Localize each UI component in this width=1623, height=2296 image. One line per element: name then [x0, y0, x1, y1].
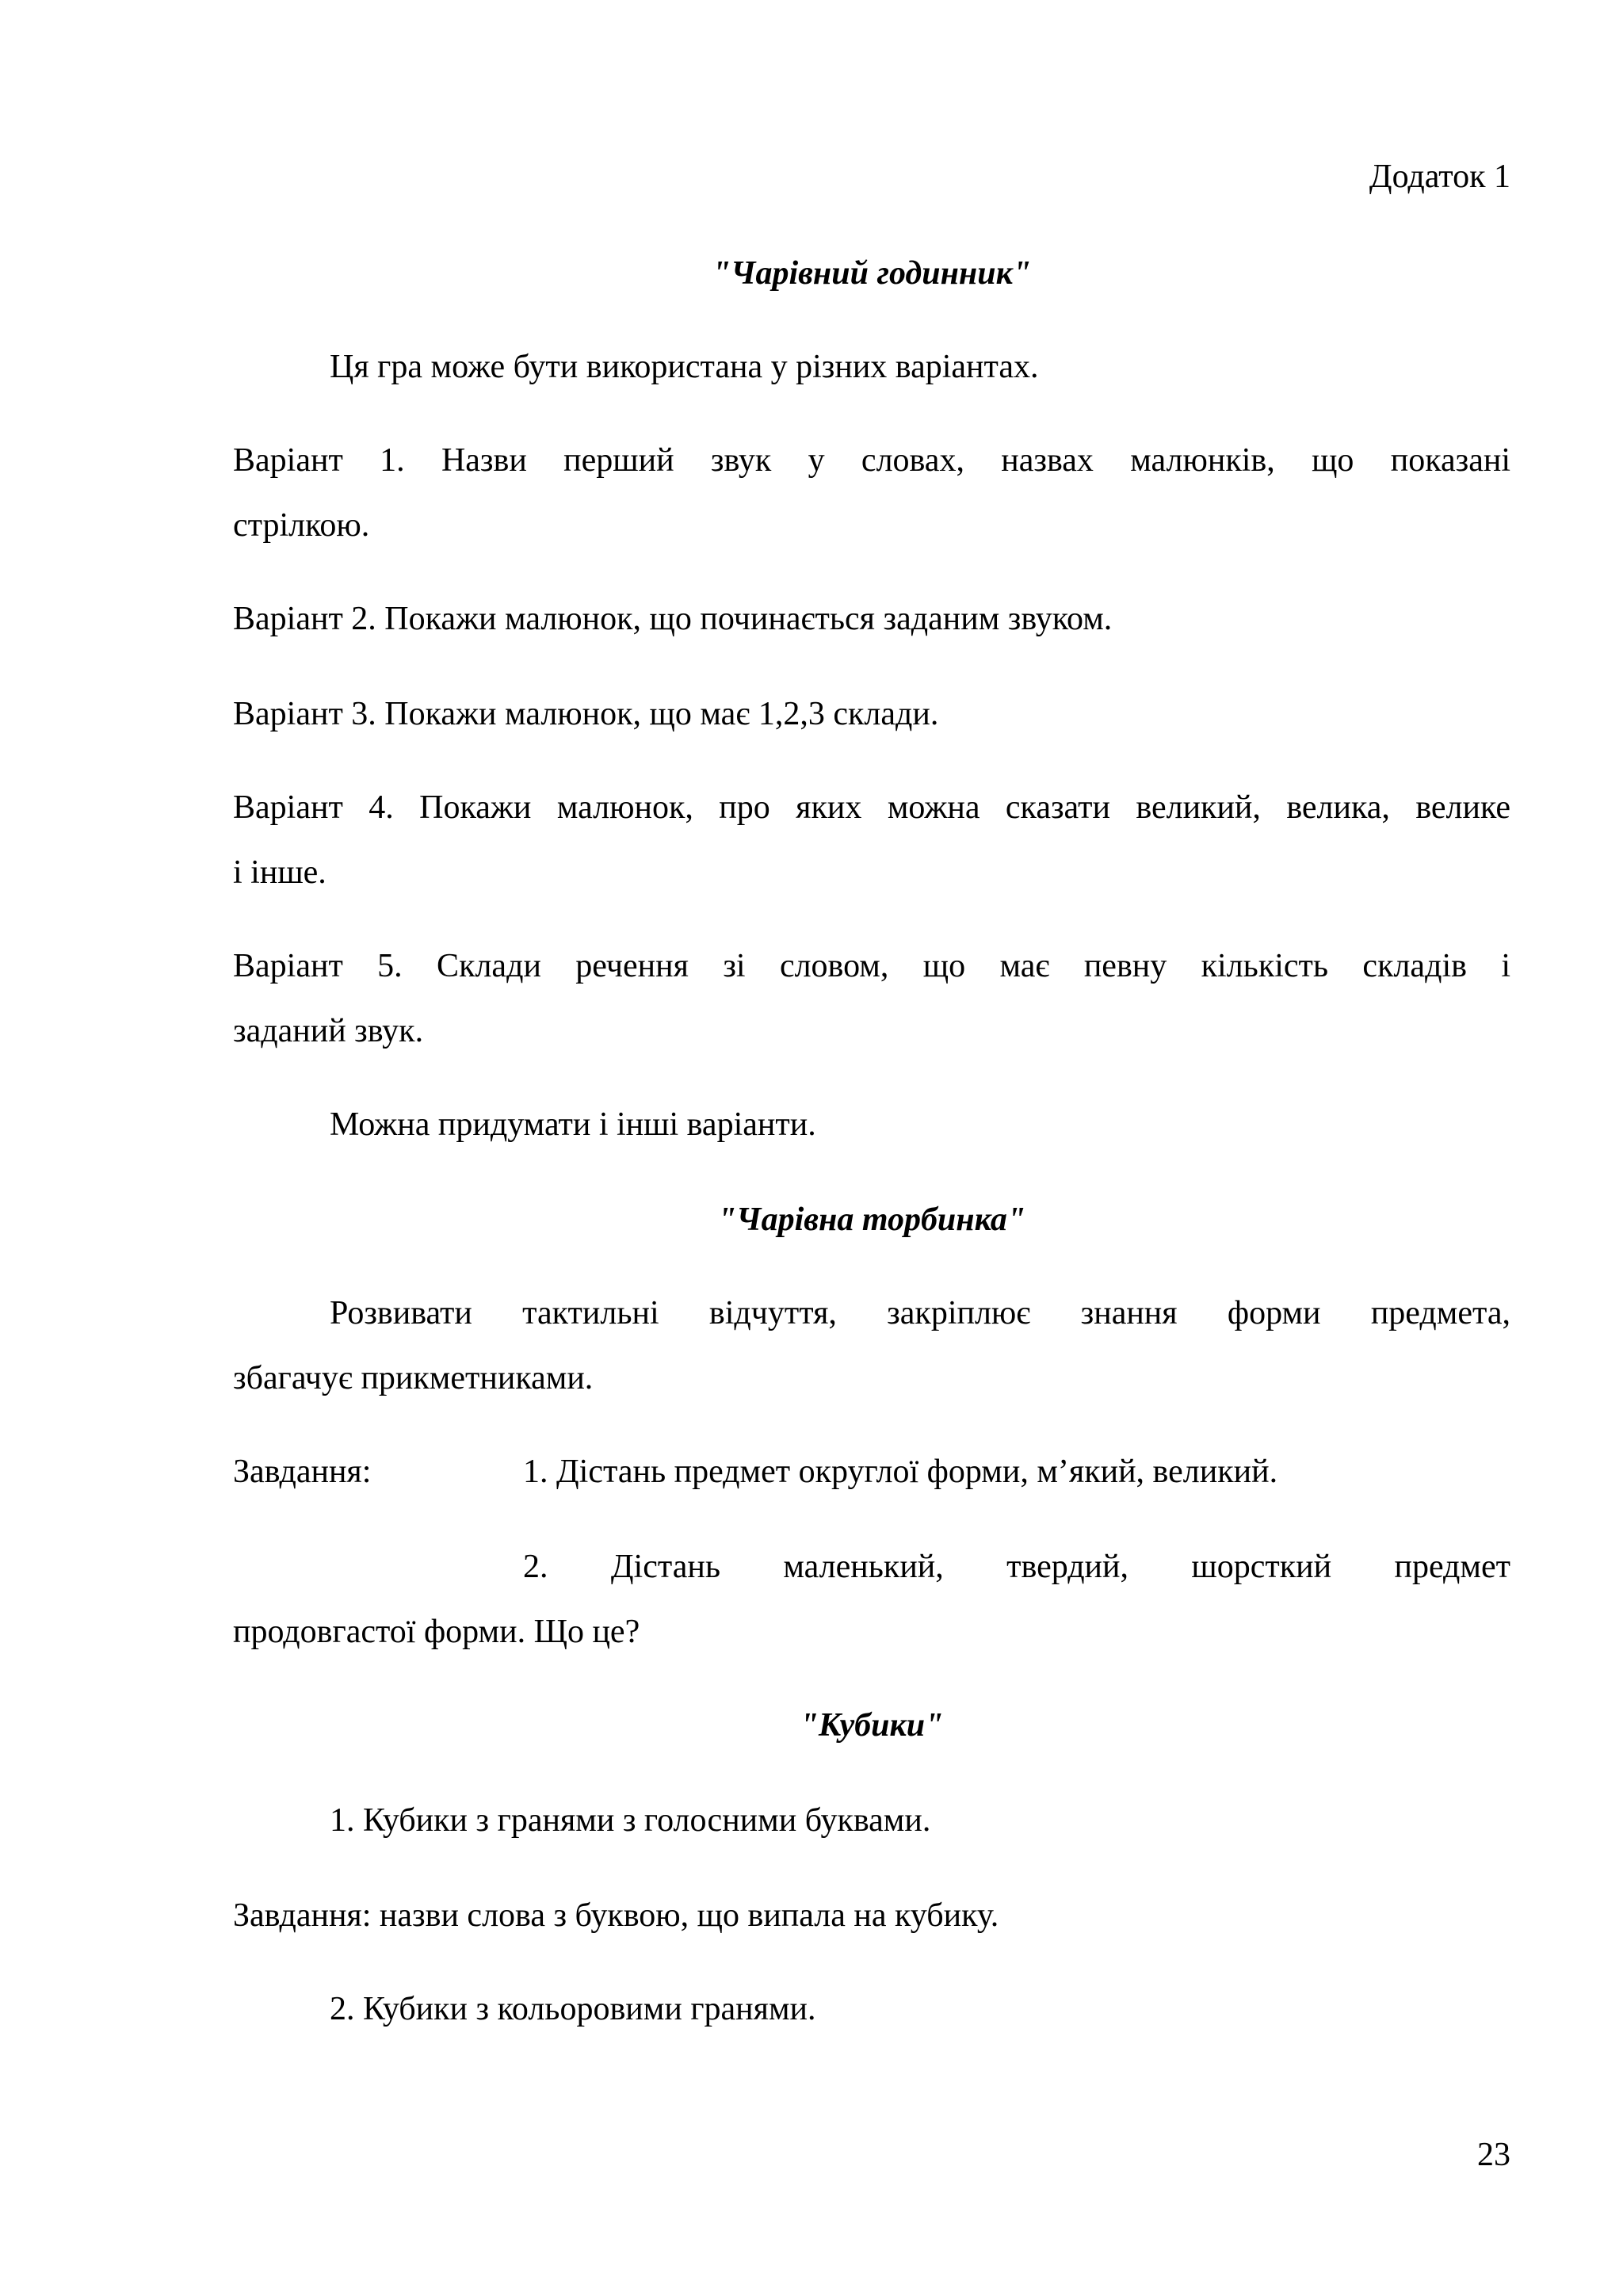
cubes-item-2: 2. Кубики з кольоровими гранями.	[330, 1991, 816, 2027]
variant-4-line-1: Варіант 4. Покажи малюнок, про яких можна сказати великий, велика, велике	[233, 789, 1510, 826]
task-item-2-line-1: 2. Дістань маленький, твердий, шорсткий предмет	[523, 1549, 1510, 1585]
magic-bag-intro-line-2: збагачує прикметниками.	[233, 1360, 594, 1396]
paragraph-outro: Можна придумати і інші варіанти.	[330, 1106, 816, 1143]
variant-4-line-2: і інше.	[233, 854, 327, 891]
cubes-item-1: 1. Кубики з гранями з голосними буквами.	[330, 1802, 931, 1839]
paragraph-intro: Ця гра може бути використана у різних варіантах.	[330, 349, 1039, 385]
section-title-magic-bag: "Чарівна торбинка"	[717, 1201, 1026, 1238]
magic-bag-intro-line-1: Розвивати тактильні відчуття, закріплює знання форми предмета,	[330, 1295, 1510, 1331]
variant-1-line-2: стрілкою.	[233, 507, 370, 544]
section-title-magic-clock: "Чарівний годинник"	[712, 255, 1032, 292]
page-number: 23	[1477, 2137, 1510, 2173]
task-item-2-line-2: продовгастої форми. Що це?	[233, 1614, 640, 1650]
task-item-1: 1. Дістань предмет округлої форми, м’який, великий.	[523, 1454, 1278, 1490]
variant-5-line-2: заданий звук.	[233, 1013, 424, 1049]
cubes-task: Завдання: назви слова з буквою, що випала на кубику.	[233, 1897, 999, 1934]
section-title-cubes: "Кубики"	[800, 1707, 944, 1744]
appendix-label: Додаток 1	[1369, 159, 1510, 195]
variant-3: Варіант 3. Покажи малюнок, що має 1,2,3 склади.	[233, 696, 939, 732]
variant-5-line-1: Варіант 5. Склади речення зі словом, що має певну кількість складів і	[233, 948, 1510, 984]
task-label: Завдання:	[233, 1454, 372, 1490]
variant-1-line-1: Варіант 1. Назви перший звук у словах, назвах малюнків, що показані	[233, 442, 1510, 479]
variant-2: Варіант 2. Покажи малюнок, що починається заданим звуком.	[233, 601, 1113, 637]
